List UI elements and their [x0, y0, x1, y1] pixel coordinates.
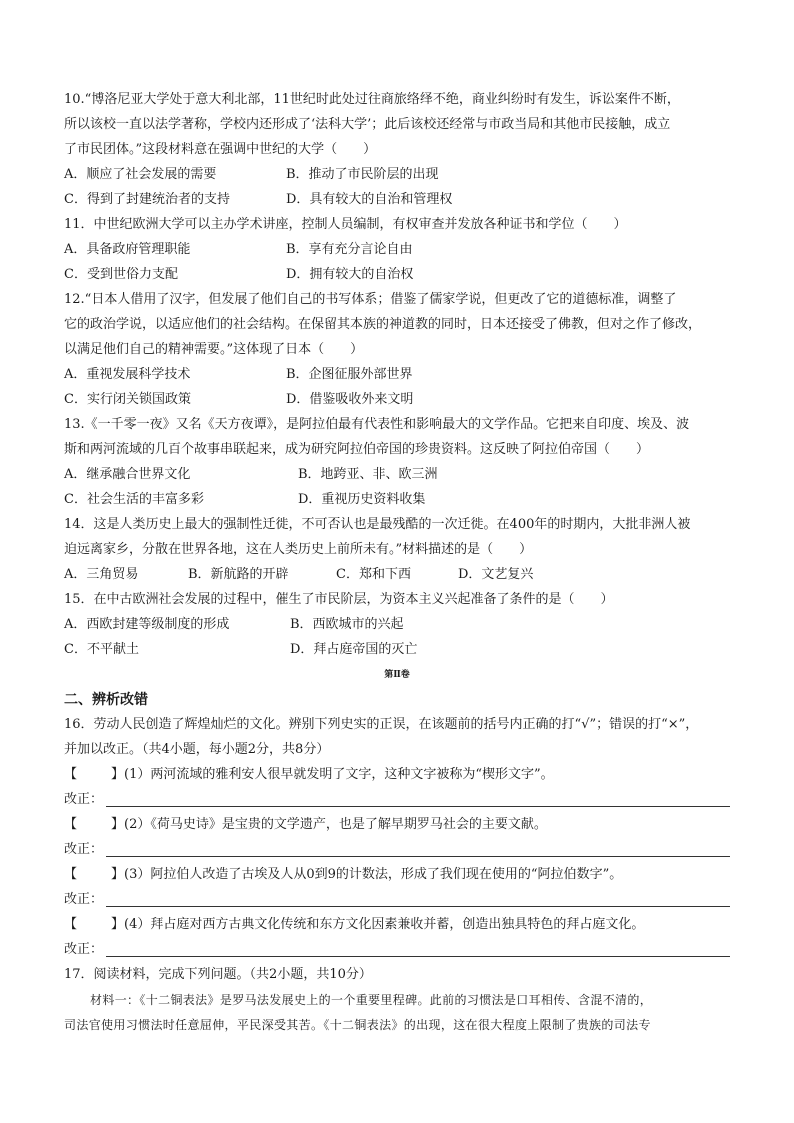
- q13-line-1: 13.《一千零一夜》又名《天方夜谭》，是阿拉伯最有代表性和影响最大的文学作品。它把来自印度、埃及、波: [64, 417, 690, 432]
- q13-line-2: 斯和两河流域的几百个故事串联起来，成为研究阿拉伯帝国的珍贵资料。这反映了阿拉伯帝国（ ）: [64, 442, 650, 457]
- q10-option-c: C．得到了封建统治者的支持: [64, 192, 230, 207]
- q12-option-d: D．借鉴吸收外来文明: [286, 392, 414, 407]
- q15-option-d: D．拜占庭帝国的灭亡: [290, 642, 418, 657]
- q13-option-a: A．继承融合世界文化: [64, 467, 191, 482]
- q13-option-b: B．地跨亚、非、欧三洲: [298, 467, 438, 482]
- correction-label-3: 改正：: [64, 892, 104, 907]
- q16-line-1: 16．劳动人民创造了辉煌灿烂的文化。辨别下列史实的正误，在该题前的括号内正确的打“√”；错误的打“×”，: [64, 717, 699, 732]
- q12-line-1: 12.“日本人借用了汉字，但发展了他们自己的书写体系；借鉴了儒家学说，但更改了它的道德标准，调整了: [64, 292, 677, 307]
- q14-option-d: D．文艺复兴: [458, 567, 534, 582]
- q16-item-1-text: (1）两河流域的雅利安人很早就发明了文字，这种文字被称为“楔形文字”。: [124, 767, 554, 782]
- q13-option-c: C．社会生活的丰富多彩: [64, 492, 204, 507]
- part2-title: 第Ⅱ卷: [384, 670, 410, 680]
- q16-item-4: [64, 916, 644, 934]
- correction-label-2: 改正：: [64, 842, 104, 857]
- q11-line-1: 11．中世纪欧洲大学可以主办学术讲座，控制人员编制，有权审查并发放各种证书和学位（ ）: [64, 217, 627, 232]
- q14-line-2: 迫远离家乡，分散在世界各地，这在人类历史上前所未有。”材料描述的是（ ）: [64, 542, 533, 557]
- q11-option-a: A．具备政府管理职能: [64, 242, 191, 257]
- q10-line-1: 10.“博洛尼亚大学处于意大利北部，11世纪时此处过往商旅络绎不绝，商业纠纷时有发生，诉讼案件不断，: [64, 92, 680, 107]
- correction-line-1[interactable]: [106, 806, 730, 807]
- q16-item-4-text: (4）拜占庭对西方古典文化传统和东方文化因素兼收并蓄，创造出独具特色的拜占庭文化。: [124, 917, 645, 932]
- q10-option-a: A．顺应了社会发展的需要: [64, 167, 217, 182]
- q15-option-b: B．西欧城市的兴起: [290, 617, 404, 632]
- q14-option-a: A．三角贸易: [64, 567, 139, 582]
- q14-line-1: 14．这是人类历史上最大的强制性迁徙，不可否认也是最残酷的一次迁徙。在400年的时期内，大批非洲人被: [64, 517, 691, 532]
- q12-option-b: B．企图征服外部世界: [286, 367, 413, 382]
- correction-line-3[interactable]: [106, 906, 730, 907]
- answer-bracket-open[interactable]: 【: [64, 817, 78, 832]
- q11-option-d: D．拥有较大的自治权: [286, 267, 414, 282]
- q12-option-c: C．实行闭关锁国政策: [64, 392, 191, 407]
- answer-bracket-open[interactable]: 【: [64, 867, 78, 882]
- q14-option-c: C．郑和下西: [336, 567, 411, 582]
- answer-bracket-open[interactable]: 【: [64, 917, 78, 932]
- correction-line-2[interactable]: [106, 856, 730, 857]
- q15-line-1: 15．在中古欧洲社会发展的过程中，催生了市民阶层，为资本主义兴起准备了条件的是（ ）: [64, 592, 614, 607]
- q16-item-3: [64, 866, 622, 884]
- q17-line-1: 17．阅读材料，完成下列问题。（共2小题，共10分）: [64, 967, 372, 982]
- answer-bracket-close[interactable]: 】: [111, 917, 125, 932]
- correction-label-4: 改正：: [64, 942, 104, 957]
- q12-line-3: 以满足他们自己的精神需要。”这体现了日本（ ）: [64, 342, 364, 357]
- q17-material-line-2: 司法官使用习惯法时任意屈伸，平民深受其苦。《十二铜表法》的出现，这在很大程度上限制了贵族的司法专: [64, 1018, 651, 1032]
- correction-line-4[interactable]: [106, 956, 730, 957]
- q16-item-2: [64, 816, 547, 834]
- q15-option-a: A．西欧封建等级制度的形成: [64, 617, 230, 632]
- answer-bracket-close[interactable]: 】: [111, 767, 125, 782]
- q16-item-3-text: (3）阿拉伯人改造了古埃及人从0到9的计数法，形成了我们现在使用的“阿拉伯数字”。: [124, 867, 623, 882]
- q16-item-1: [64, 766, 554, 784]
- q16-item-2-text: (2）《荷马史诗》是宝贵的文学遗产，也是了解早期罗马社会的主要文献。: [124, 817, 547, 832]
- q12-option-a: A．重视发展科学技术: [64, 367, 191, 382]
- correction-label-1: 改正：: [64, 792, 104, 807]
- q12-line-2: 它的政治学说，以适应他们的社会结构。在保留其本族的神道教的同时，日本还接受了佛教，但对之作了修改，: [64, 317, 702, 332]
- q10-option-b: B．推动了市民阶层的出现: [286, 167, 439, 182]
- q15-option-c: C．不平献土: [64, 642, 139, 657]
- q11-option-c: C．受到世俗力支配: [64, 267, 178, 282]
- answer-bracket-open[interactable]: 【: [64, 767, 78, 782]
- section2-title: 二、辨析改错: [64, 692, 148, 708]
- answer-bracket-close[interactable]: 】: [111, 867, 125, 882]
- q14-option-b: B．新航路的开辟: [188, 567, 289, 582]
- q11-option-b: B．享有充分言论自由: [286, 242, 413, 257]
- q10-line-2: 所以该校一直以法学著称，学校内还形成了‘法科大学’；此后该校还经常与市政当局和其他市民接触，成立: [64, 117, 671, 132]
- q16-line-2: 并加以改正。（共4小题，每小题2分，共8分）: [64, 742, 330, 757]
- q13-option-d: D．重视历史资料收集: [298, 492, 426, 507]
- q10-line-3: 了市民团体。”这段材料意在强调中世纪的大学（ ）: [64, 142, 377, 157]
- answer-bracket-close[interactable]: 】: [111, 817, 125, 832]
- q17-material-line-1: 材料一：《十二铜表法》是罗马法发展史上的一个重要里程碑。此前的习惯法是口耳相传、含混不清的，: [90, 993, 653, 1007]
- q10-option-d: D．具有较大的自治和管理权: [286, 192, 453, 207]
